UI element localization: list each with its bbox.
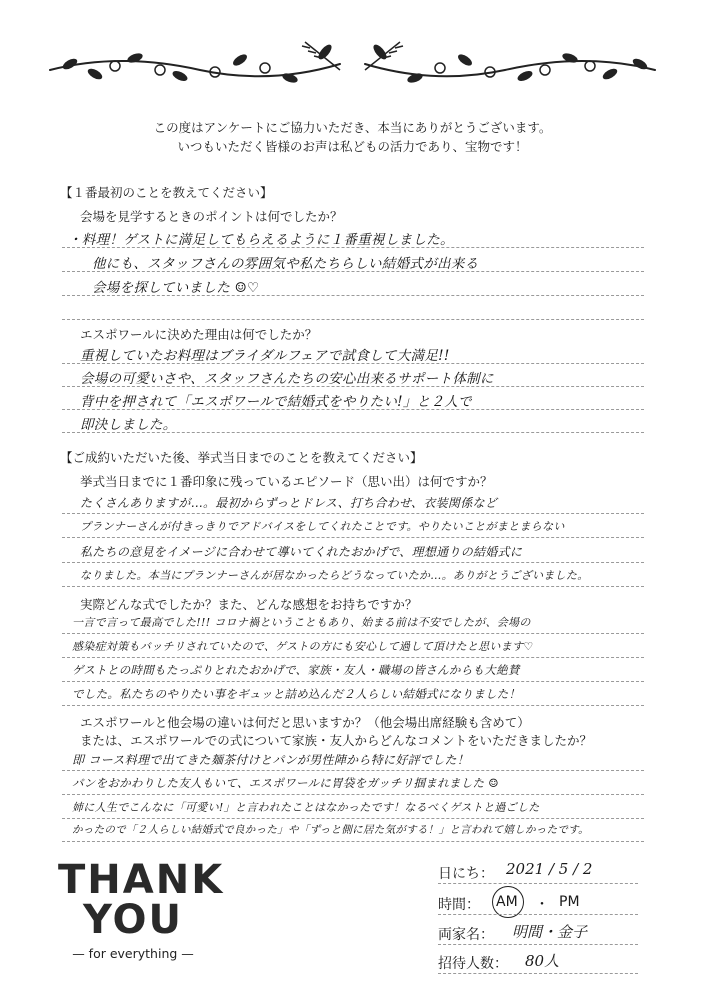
answer-rule: [62, 633, 644, 634]
section1-q2-answer-1: 重視していたお料理はブライダルフェアで試食して大満足!!: [80, 348, 450, 364]
section2-heading: 【ご成約いただいた後、挙式当日までのことを教えてください】: [60, 450, 423, 465]
answer-rule: [62, 841, 644, 842]
section2-q1-question: 挙式当日までに１番印象に残っているエピソード（思い出）は何ですか？: [80, 474, 493, 489]
answer-rule: [62, 562, 644, 563]
section1-q2-answer-3: 背中を押されて「エスポワールで結婚式をやりたい!」と２人で: [80, 394, 472, 410]
section2-q3-answer-2: パンをおかわりした友人もいて、エスポワールに胃袋をガッチリ掴まれました ☺: [72, 776, 499, 790]
intro-line-1: この度はアンケートにご協力いただき、本当にありがとうございます。: [153, 120, 552, 135]
thank-you-line-1: THANK: [58, 857, 225, 903]
section1-heading: 【１番最初のことを教えてください】: [60, 185, 273, 200]
section2-q1-answer-1: たくさんありますが…。最初からずっとドレス、打ち合わせ、衣装関係など: [80, 496, 498, 510]
answer-rule: [62, 295, 644, 296]
section2-q2-answer-2: 感染症対策もバッチリされていたので、ゲストの方にも安心して過して頂けたと思います♡: [72, 640, 534, 653]
section2-q3-answer-1: 即 コース料理で出てきた麺茶付けとパンが男性陣から特に好評でした！: [72, 753, 470, 767]
field-rule: [438, 973, 638, 974]
section1-q2-answer-4: 即決しました。: [80, 417, 177, 433]
section1-q1-answer-1: ・料理！ゲストに満足してもらえるように１番重視しました。: [68, 232, 454, 248]
date-label: 日にち：: [438, 866, 494, 882]
field-rule: [438, 883, 638, 884]
thank-you-line-2: YOU: [82, 897, 184, 943]
answer-rule: [62, 513, 644, 514]
section2-q3-answer-4: かったので「２人らしい結婚式で良かった」や「ずっと側に居た気がする！」と言われて嬉しかったです。: [72, 824, 589, 836]
section1-q2-question: エスポワールに決めた理由は何でしたか？: [80, 327, 318, 342]
time-pm: PM: [559, 894, 580, 910]
section2-q3-answer-3: 姉に人生でこんなに「可愛い!」と言われたことはなかったです！なるべくゲストと過ごした: [72, 801, 540, 814]
field-rule: [438, 944, 638, 945]
thank-you-tagline: — for everything —: [72, 946, 194, 961]
section2-q3-question-2: または、エスポワールでの式について家族・友人からどんなコメントをいただきましたか？: [80, 733, 593, 748]
thank-you-logo: [58, 857, 225, 961]
answer-rule: [62, 247, 644, 248]
section2-q2-answer-1: 一言で言って最高でした!!! コロナ禍ということもあり、始まる前は不安でしたが、会場の: [72, 616, 531, 629]
section2-q1-answer-3: 私たちの意見をイメージに合わせて導いてくれたおかげで、理想通りの結婚式に: [80, 545, 523, 559]
time-am: AM: [496, 894, 518, 910]
date-value: 2021 / 5 / 2: [506, 860, 593, 878]
section1-q1-question: 会場を見学するときのポイントは何でしたか？: [80, 209, 343, 224]
guests-value: 80人: [525, 952, 560, 970]
section2-q2-answer-3: ゲストとの時間もたっぷりとれたおかげで、家族・友人・職場の皆さんからも大絶賛: [72, 663, 520, 677]
floral-wreath-decoration: [40, 30, 665, 100]
section1-q2-answer-2: 会場の可愛いさや、スタッフさんたちの安心出来るサポート体制に: [80, 371, 494, 387]
family-label: 両家名：: [438, 927, 494, 943]
section2-q2-answer-4: でした。私たちのやりたい事をギュッと詰め込んだ２人らしい結婚式になりました！: [72, 687, 521, 701]
time-separator: ・: [535, 897, 549, 913]
section1-q1-answer-3: 会場を探していました ☺♡: [92, 280, 260, 296]
answer-rule: [62, 537, 644, 538]
section2-q2-question: 実際どんな式でしたか？また、どんな感想をお持ちですか？: [80, 597, 418, 612]
section2-q3-question-1: エスポワールと他会場の違いは何だと思いますか？（他会場出席経験も含めて）: [80, 715, 530, 730]
answer-rule: [62, 794, 644, 795]
answer-rule: [62, 409, 644, 410]
section2-q1-answer-4: なりました。本当にプランナーさんが居なかったらどうなっていたか…。ありがとうございました。: [80, 569, 589, 582]
section2-q1-answer-2: プランナーさんが付きっきりでアドバイスをしてくれたことです。やりたいことがまとまらない: [80, 520, 565, 533]
family-value: 明間・金子: [512, 923, 588, 941]
answer-rule: [62, 363, 644, 364]
guests-label: 招待人数：: [438, 956, 508, 972]
intro-line-2: いつもいただく皆様のお声は私どもの活力であり、宝物です！: [177, 139, 528, 154]
section1-q1-answer-2: 他にも、スタッフさんの雰囲気や私たちらしい結婚式が出来る: [92, 256, 479, 272]
answer-rule: [62, 586, 644, 587]
answer-rule: [62, 271, 644, 272]
field-rule: [438, 914, 638, 915]
answer-rule: [62, 657, 644, 658]
answer-rule: [62, 818, 644, 819]
answer-rule: [62, 432, 644, 433]
answer-rule: [62, 681, 644, 682]
answer-rule: [62, 705, 644, 706]
answer-rule: [62, 770, 644, 771]
answer-rule: [62, 386, 644, 387]
answer-rule: [62, 319, 644, 320]
time-label: 時間：: [438, 897, 480, 913]
